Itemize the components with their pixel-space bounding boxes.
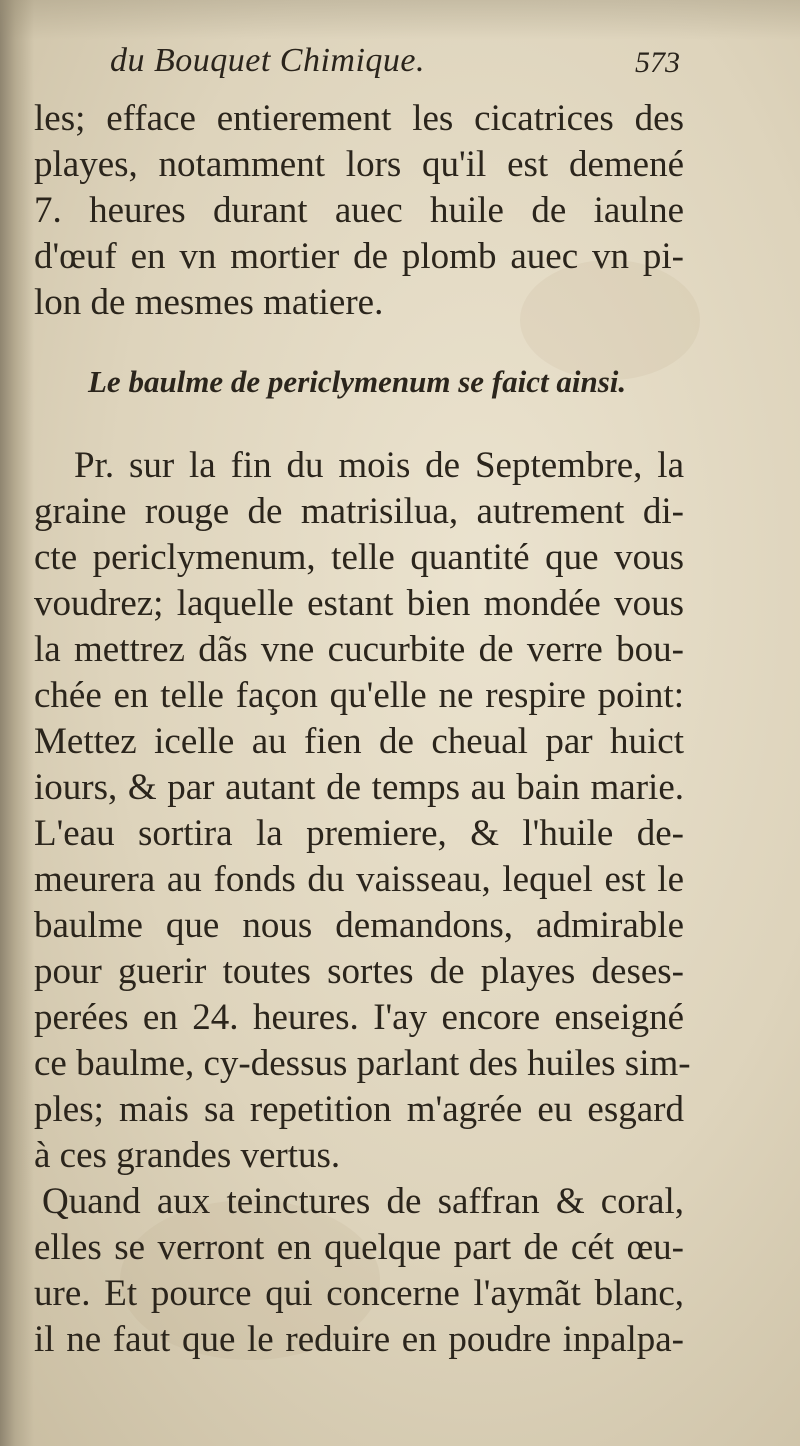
text-line: iours, & par autant de temps au bain marie.: [34, 767, 684, 808]
text-line: ure. Et pource qui concerne l'aymãt blanc,: [34, 1273, 684, 1314]
page-number: 573: [635, 46, 680, 79]
text-line: lon de mesmes matiere.: [34, 282, 384, 323]
text-line: cte periclymenum, telle quantité que vous: [34, 537, 684, 578]
paragraph-final: [34, 1179, 684, 1363]
text-line: L'eau sortira la premiere, & l'huile de-: [34, 813, 684, 854]
text-line: elles se verront en quelque part de cét œu-: [34, 1227, 684, 1268]
text-line: Pr. sur la fin du mois de Septembre, la: [74, 445, 684, 486]
text-line: ce baulme, cy-dessus parlant des huiles sim-: [34, 1043, 691, 1084]
text-line: la mettrez dãs vne cucurbite de verre bou-: [34, 629, 684, 670]
text-line: pour guerir toutes sortes de playes deses-: [34, 951, 684, 992]
page-header: [110, 42, 680, 98]
text-block: [34, 96, 691, 1363]
text-line: les; efface entierement les cicatrices des: [34, 98, 684, 139]
text-line: d'œuf en vn mortier de plomb auec vn pi-: [34, 236, 684, 277]
text-line: perées en 24. heures. I'ay encore enseigné: [34, 997, 684, 1038]
text-line: baulme que nous demandons, admirable: [34, 905, 684, 946]
text-line: meurera au fonds du vaisseau, lequel est le: [34, 859, 684, 900]
section-heading: Le baulme de periclymenum se faict ainsi.: [88, 364, 627, 399]
page-gutter: [0, 0, 34, 1446]
page-top-edge: [0, 0, 800, 40]
running-title: du Bouquet Chimique.: [110, 42, 426, 79]
paragraph-recipe: [34, 443, 691, 1179]
text-line: voudrez; laquelle estant bien mondée vous: [34, 583, 684, 624]
text-line: il ne faut que le reduire en poudre inpalpa-: [34, 1319, 684, 1360]
text-line: graine rouge de matrisilua, autrement di-: [34, 491, 684, 532]
text-line: Mettez icelle au fien de cheual par huict: [34, 721, 684, 762]
text-line: Quand aux teinctures de saffran & coral,: [42, 1181, 684, 1222]
paragraph-continuation: [34, 96, 684, 326]
text-line: 7. heures durant auec huile de iaulne: [34, 190, 684, 231]
text-line: playes, notamment lors qu'il est demené: [34, 144, 684, 185]
text-line: ples; mais sa repetition m'agrée eu esgard: [34, 1089, 684, 1130]
text-line: à ces grandes vertus.: [34, 1135, 341, 1176]
text-line: chée en telle façon qu'elle ne respire point:: [34, 675, 684, 716]
